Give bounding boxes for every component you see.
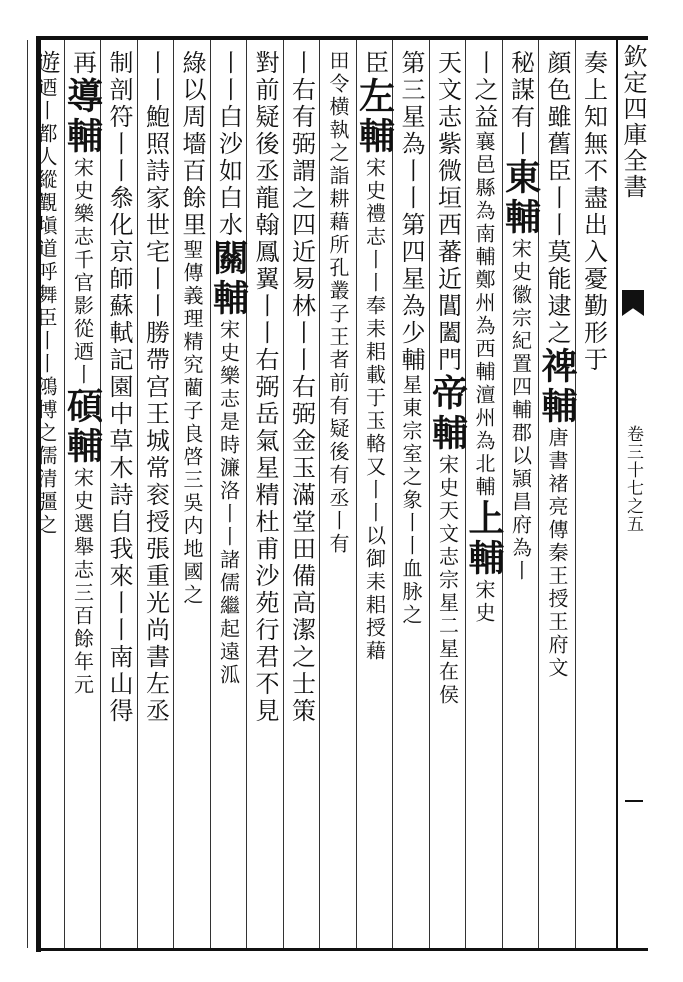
column-rule (356, 40, 357, 948)
text-column (175, 50, 209, 945)
text-segment: 宋史樂志是時濂洛丨丨諸儒繼起遠泒 (216, 319, 241, 687)
bottom-border (36, 948, 648, 951)
entry-heading: 碩輔 (61, 387, 104, 467)
text-segment: 丨丨鮑照詩家世宅丨丨勝帶宫王城常衮授張重光尚書左丞 (141, 50, 170, 725)
entry-heading: 上輔 (463, 499, 505, 579)
text-column (426, 50, 469, 945)
entry-heading: 東輔 (499, 158, 542, 238)
column-rule (319, 40, 320, 948)
column-rule (465, 40, 466, 948)
text-segment: 宋史禮志丨丨奉耒耜載于玉輅又丨丨以御耒耜授藉 (362, 157, 387, 663)
text-segment: 奏上知無不盡出入憂勤形于 (579, 50, 608, 374)
text-column (353, 50, 396, 945)
entry-heading: 左輔 (353, 77, 396, 157)
text-segment: 天文志紫微垣西蕃近閶闔門 (433, 50, 462, 374)
text-segment: 宋史天文志宗星二星在侯 (435, 454, 460, 707)
text-segment: 丨右有弼謂之四近易林丨丨右弼金玉滿堂田備高潔之士策 (287, 50, 316, 725)
text-segment: 聖傳義理精究藺子良啓三吳内地國之 (180, 239, 204, 607)
text-column (577, 50, 611, 945)
text-segment: 臣丨丨鴻博之儒清彊之 (34, 307, 58, 537)
margin-volume-label: 卷三十七之五 (623, 425, 643, 533)
column-rule (173, 40, 174, 948)
column-rule (100, 40, 101, 948)
text-segment: 迺丨都人縱觀塡道呼舞 (34, 77, 58, 307)
text-segment: 丨丨白沙如白水 (214, 50, 243, 239)
text-segment: 制剖符丨丨叅化京師蘇軾記園中草木詩自我來丨丨南山得 (105, 50, 133, 725)
text-segment: 丨之益 (470, 50, 498, 131)
entry-heading: 導輔 (61, 77, 104, 157)
column-rule (64, 40, 65, 948)
text-column (29, 50, 63, 945)
text-column (102, 50, 136, 945)
text-segment: 綠以周墻百餘里 (178, 50, 206, 239)
column-rule (392, 40, 393, 948)
text-segment: 第三星為丨丨第四星為少輔 (397, 50, 425, 374)
text-segment: 再 (68, 50, 97, 77)
text-column (321, 50, 355, 945)
text-column (207, 50, 250, 945)
column-rule (575, 40, 576, 948)
column-rule (283, 40, 284, 948)
text-column (499, 50, 542, 945)
text-segment: 星東宗室之象丨丨血脉之 (399, 374, 423, 627)
text-column (139, 50, 173, 945)
column-rule (137, 40, 138, 948)
text-segment: 唐書褚亮傳秦王授王府文 (545, 427, 569, 680)
text-segment: 遊 (32, 50, 60, 77)
entry-heading: 禆輔 (536, 347, 578, 427)
text-segment: 顔色雖舊臣丨丨莫能逮之 (543, 50, 571, 347)
text-segment: 秘謀有丨 (506, 50, 535, 158)
text-column (61, 50, 104, 945)
column-rule (246, 40, 247, 948)
text-column (285, 50, 319, 945)
margin-divider (625, 800, 643, 802)
text-segment: 田令横執之詣耕藉所孔叢子王者前有疑後有丞丨有 (326, 50, 350, 556)
text-segment: 宋史樂志千官影從迺丨 (70, 157, 95, 387)
text-column (248, 50, 282, 945)
text-segment: 宋史徽宗紀置四輔郡以頴昌府為丨 (508, 238, 533, 583)
text-column (463, 50, 505, 945)
column-rule (27, 40, 28, 948)
column-rule (429, 40, 430, 948)
text-column (536, 50, 578, 945)
column-rule (210, 40, 211, 948)
entry-heading: 關輔 (207, 239, 250, 319)
text-segment: 宋史 (472, 579, 496, 625)
text-segment: 襄邑縣為南輔鄭州為西輔澶州為北輔 (472, 131, 496, 499)
text-segment: 宋史選舉志三百餘年元 (70, 467, 95, 697)
text-segment: 臣 (360, 50, 389, 77)
entry-heading: 帝輔 (426, 374, 469, 454)
text-column (394, 50, 428, 945)
text-segment: 對前疑後丞龍翰鳳翼丨丨右弼岳氣星精杜甫沙苑行君不見 (251, 50, 279, 725)
margin-book-title: 欽定四庫全書 (619, 44, 647, 200)
top-border (36, 36, 648, 40)
